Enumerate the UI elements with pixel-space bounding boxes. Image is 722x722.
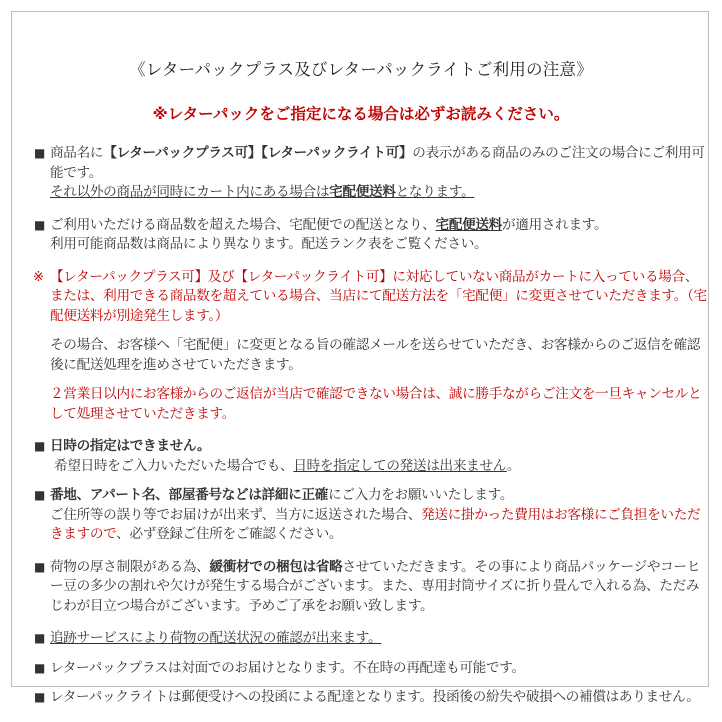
asterisk-icon: ※ (33, 269, 44, 285)
note-packaging: ■ 荷物の厚さ制限がある為、緩衝材での梱包は省略させていただきます。その事により商品パッケージやコーヒー豆の多少の割れや欠けが発生する場合がございます。また、専用封筒サイズに折り畳んで入れる為、ただみじわが目立つ場合がございます。予めご了承をお願い致します。 (34, 558, 701, 614)
bullet-icon: ■ (34, 146, 46, 160)
bullet-icon: ■ (34, 690, 46, 704)
bullet-icon: ■ (34, 439, 46, 453)
warning-notice: ※レターパックをご指定になる場合は必ずお読みください。 (152, 105, 570, 123)
note-letterpack-light: ■ レターパックライトは郵便受けへの投函による配達となります。投函後の紛失や破損への補償はありません。 (36, 688, 708, 708)
bullet-icon: ■ (34, 631, 46, 645)
bullet-icon: ■ (34, 488, 46, 502)
note-address-accuracy: ■ 番地、アパート名、部屋番号などは詳細に正確にご入力をお願いいたします。 ご住所等の誤り等でお届けが出来ず、当方に返送された場合、発送に掛かった費用はお客様にご負担をいただきますので、必ず登録ご住所をご確認ください。 (34, 487, 701, 542)
note-method-change: ※ 【レターパックプラス可】及び【レターパックライト可】に対応していない商品がカートに入っている場合、または、利用できる商品数を超えている場合、当店にて配送方法を「宅配便」に変更させていただきます。（宅配便送料が別途発生します。） その場合、お客様へ「宅配便」に変更となる旨の確認メールを送らせていただき、お客様からのご返信を確認後に配送処理を進めさせていただきます。 ２営業日以内にお客様からのご返信が当店で確認できない場合は、誠に勝手ながらご注文を一旦キャンセルとして処理させていただきます。 (33, 268, 707, 422)
note-letterpack-plus: ■ レターパックプラスは対面でのお届けとなります。不在時の再配達も可能です。 (36, 659, 708, 679)
page-title: 《レターパックプラス及びレターパックライトご利用の注意》 (129, 60, 593, 79)
notes-list (33, 144, 708, 718)
mixed-cart-note: それ以外の商品が同時にカート内にある場合は宅配便送料となります。 (50, 184, 475, 200)
bullet-icon: ■ (34, 660, 46, 675)
bullet-icon: ■ (34, 217, 46, 232)
bullet-icon: ■ (34, 559, 46, 574)
note-quantity-limit: ■ ご利用いただける商品数を超えた場合、宅配便での配送となり、宅配便送料が適用されます。 利用可能商品数は商品により異なります。配送ランク表をご覧ください。 (34, 216, 608, 252)
note-tracking: ■ 追跡サービスにより荷物の配送状況の確認が出来ます。 (36, 629, 708, 649)
note-eligible-products: ■ 商品名に【レターパックプラス可】【レターパックライト可】の表示がある商品のみのご注文の場合にご利用可能です。 それ以外の商品が同時にカート内にある場合は宅配便送料となります。 (34, 145, 705, 200)
note-no-date-specification: ■ 日時の指定はできません。 希望日時をご入力いただいた場合でも、日時を指定しての発送は出来ません。 (34, 438, 521, 474)
